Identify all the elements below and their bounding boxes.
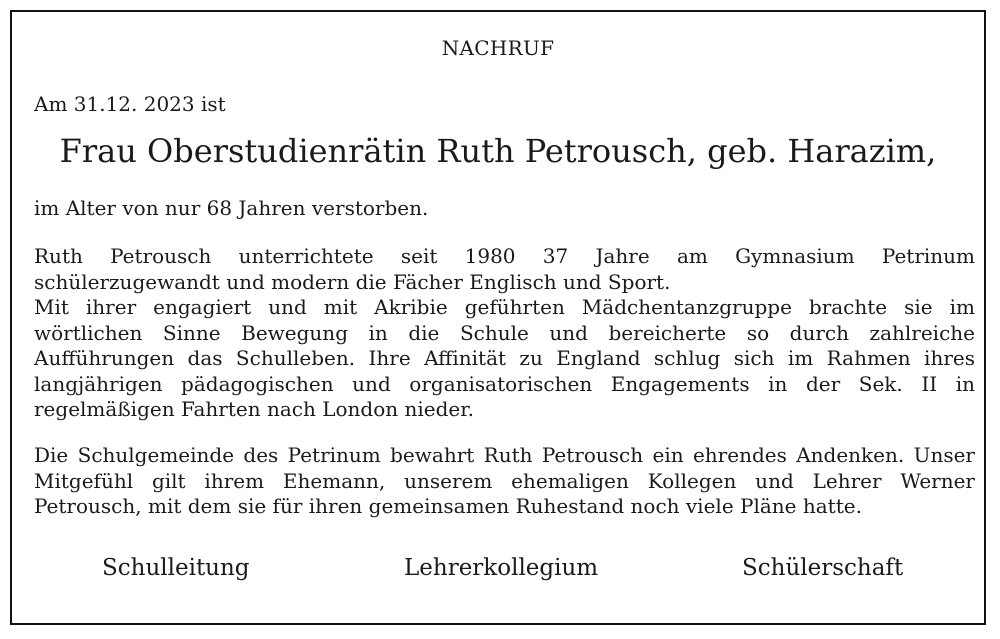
notice-heading: NACHRUF — [441, 36, 555, 60]
obituary-notice — [10, 10, 986, 625]
intro-line: Am 31.12. 2023 ist — [34, 92, 226, 116]
paragraph-condolences: Die Schulgemeinde des Petrinum bewahrt Ruth Petrousch ein ehrendes Andenken. Unser Mitgefühl gilt ihrem Ehemann, unserem ehemaligen Kollegen und Lehrer Werner Petrousch, mit dem sie für ihren gemeinsamen Ruhestand noch viele Pläne hatte. — [34, 443, 975, 518]
deceased-name: Frau Oberstudienrätin Ruth Petrousch, geb. Harazim, — [59, 132, 937, 170]
signatory-teaching-staff: Lehrerkollegium — [404, 555, 599, 581]
paragraph-teaching: Ruth Petrousch unterrichtete seit 1980 37 Jahre am Gymnasium Petrinum schülerzugewandt und modern die Fächer Englisch und Sport. — [34, 244, 975, 294]
signatory-student-body: Schülerschaft — [742, 555, 904, 581]
age-line: im Alter von nur 68 Jahren verstorben. — [34, 196, 429, 220]
paragraph-dance-group: Mit ihrer engagiert und mit Akribie geführten Mädchentanzgruppe brachte sie im wörtlichen Sinne Bewegung in die Schule und bereicherte so durch zahlreiche Aufführungen das Schulleben. Ihre Affinität zu England schlug sich im Rahmen ihres langjährigen pädagogischen und organisatorischen Engagements in der Sek. II in regelmäßigen Fahrten nach London nieder. — [34, 295, 975, 421]
signatory-school-management: Schulleitung — [102, 555, 250, 581]
